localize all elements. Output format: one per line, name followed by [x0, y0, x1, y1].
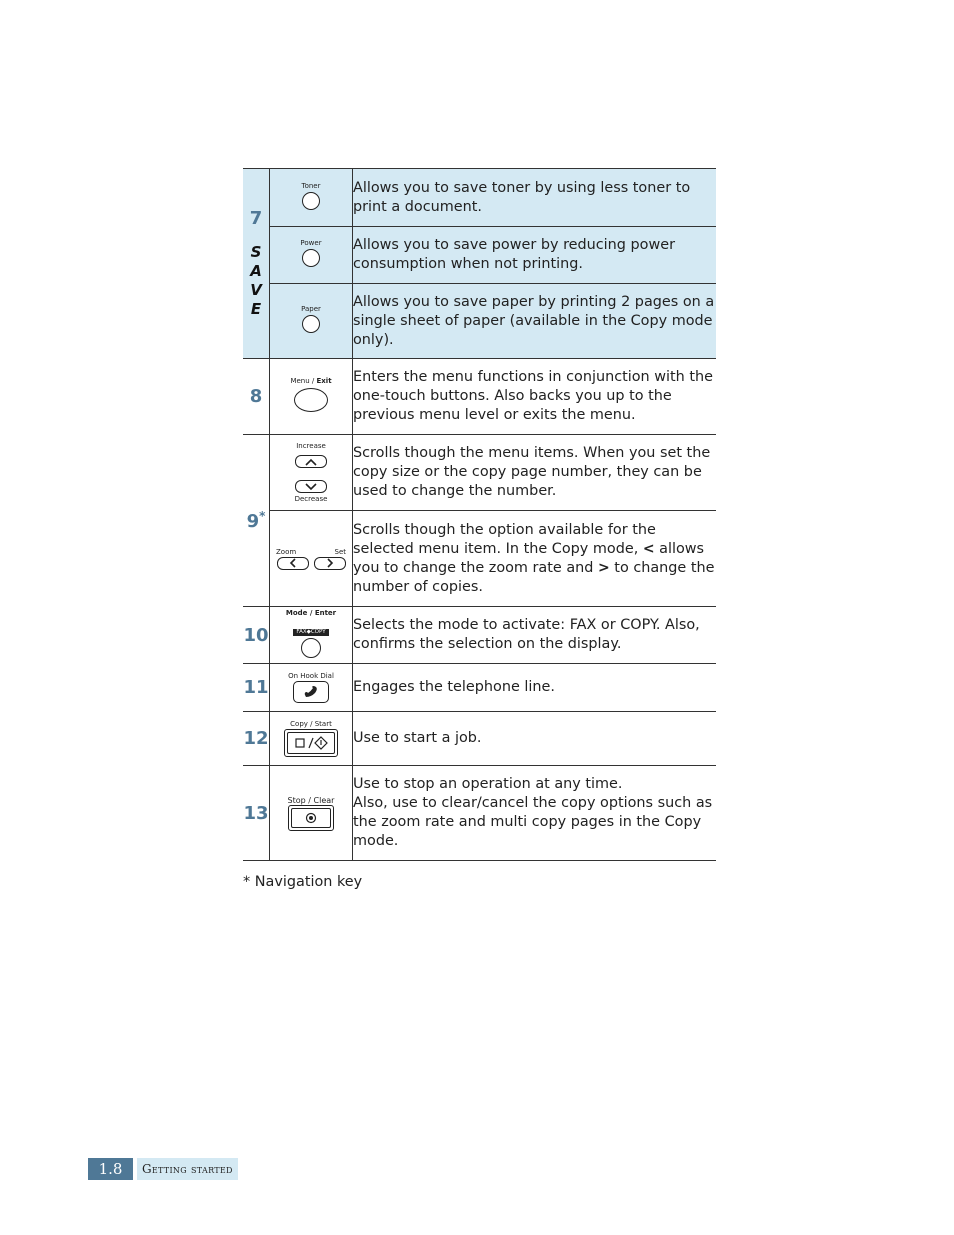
- table-row-stop-clear: [243, 766, 716, 861]
- key-number-11: 11: [243, 664, 270, 712]
- stop-clear-description: [353, 766, 717, 861]
- on-hook-dial-description: Engages the telephone line.: [353, 664, 717, 712]
- save-letter-a: A: [250, 262, 262, 280]
- table-row-toner: [243, 169, 716, 227]
- chapter-title: Getting started: [137, 1158, 238, 1180]
- toner-circle-button-icon: [302, 192, 320, 210]
- page-number: 1.8: [88, 1158, 133, 1180]
- menu-exit-oval-button-icon: [294, 388, 328, 412]
- zoom-button-label: Zoom: [276, 547, 297, 556]
- save-letter-v: V: [250, 281, 262, 299]
- mode-enter-circle-button-icon: [301, 638, 321, 658]
- mode-enter-description: Selects the mode to activate: FAX or COPY. Also, confirms the selection on the display.: [353, 607, 717, 664]
- stop-clear-button-label: Stop / Clear: [287, 795, 335, 805]
- increase-button-label: Increase: [296, 441, 326, 450]
- paper-circle-button-icon: [302, 315, 320, 333]
- table-row-on-hook-dial: [243, 664, 716, 712]
- zoom-set-button-illustration: [270, 511, 353, 607]
- copy-start-icon: [287, 732, 335, 754]
- navigation-key-footnote: * Navigation key: [243, 874, 363, 890]
- table-row-menu-exit: [243, 359, 716, 435]
- set-button-label: Set: [334, 547, 346, 556]
- save-letter-s: S: [250, 243, 262, 261]
- chevron-left-icon: [277, 557, 309, 570]
- mode-enter-button-label: Mode / Enter: [285, 608, 337, 617]
- table-row-mode-enter: [243, 607, 716, 664]
- power-button-label: Power: [300, 239, 322, 247]
- zoom-set-desc-part-2: allows you to change the zoom rate and: [353, 540, 705, 576]
- copy-start-button-illustration: [270, 712, 353, 766]
- key-number-9-cell: [243, 435, 270, 607]
- on-hook-dial-button-label: On Hook Dial: [288, 672, 334, 680]
- stop-clear-button-illustration: [270, 766, 353, 861]
- table-row-increase-decrease: [243, 435, 716, 511]
- copy-start-description: Use to start a job.: [353, 712, 717, 766]
- chevron-down-icon: [295, 480, 327, 493]
- menu-exit-description: Enters the menu functions in conjunction with the one-touch buttons. Also backs you up to the previous menu level or exits the menu.: [353, 359, 717, 435]
- increase-decrease-button-illustration: [270, 435, 353, 511]
- inline-chevron-right-icon: >: [597, 559, 610, 576]
- zoom-set-description: [353, 511, 717, 607]
- save-group-label: [250, 243, 262, 319]
- key-number-10: 10: [243, 607, 270, 664]
- stop-clear-button-icon: [288, 805, 334, 831]
- copy-start-button-icon: [284, 729, 338, 757]
- table-row-power: [243, 227, 716, 284]
- menu-exit-separator: /: [311, 377, 315, 385]
- zoom-set-desc-part-1: Scrolls though the option available for the selected menu item. In the Copy mode,: [353, 521, 656, 557]
- key-number-7: 7: [249, 208, 263, 229]
- table-row-zoom-set: [243, 511, 716, 607]
- toner-button-illustration: [270, 169, 353, 227]
- telephone-icon: [293, 681, 329, 703]
- power-button-illustration: [270, 227, 353, 284]
- menu-label: Menu: [290, 377, 310, 385]
- paper-description: Allows you to save paper by printing 2 pages on a single sheet of paper (available in the Copy mode only).: [353, 284, 717, 359]
- stop-clear-desc-line-2: Also, use to clear/cancel the copy options such as the zoom rate and multi copy pages in the Copy mode.: [353, 795, 713, 849]
- paper-button-label: Paper: [301, 305, 321, 313]
- zoom-set-desc-part-3: to change the number of copies.: [353, 559, 715, 595]
- table-row-copy-start: [243, 712, 716, 766]
- toner-button-label: Toner: [301, 181, 321, 190]
- control-panel-key-table: [243, 168, 716, 861]
- menu-exit-button-label: [270, 377, 352, 386]
- chevron-up-icon: [295, 455, 327, 468]
- mode-enter-button-illustration: [270, 607, 353, 664]
- power-description: Allows you to save power by reducing power consumption when not printing.: [353, 227, 717, 284]
- key-number-9: 9: [246, 511, 260, 532]
- exit-label: Exit: [316, 377, 332, 385]
- key-number-13: 13: [243, 766, 270, 861]
- power-circle-button-icon: [302, 249, 320, 267]
- menu-exit-button-illustration: [270, 359, 353, 435]
- navigation-key-asterisk: *: [259, 509, 266, 523]
- key-number-12: 12: [243, 712, 270, 766]
- key-number-7-cell: [243, 169, 270, 359]
- paper-button-illustration: [270, 284, 353, 359]
- copy-start-button-label: Copy / Start: [290, 720, 332, 728]
- chevron-right-icon: [314, 557, 346, 570]
- toner-description: Allows you to save toner by using less toner to print a document.: [353, 169, 717, 227]
- save-letter-e: E: [250, 300, 262, 318]
- table-row-paper: [243, 284, 716, 359]
- fax-copy-sub-label: FAX◆COPY: [293, 629, 328, 636]
- key-number-8: 8: [243, 359, 270, 435]
- on-hook-dial-button-illustration: [270, 664, 353, 712]
- stop-icon: [291, 808, 331, 828]
- stop-clear-desc-line-1: Use to stop an operation at any time.: [353, 776, 623, 792]
- decrease-button-label: Decrease: [294, 494, 328, 503]
- increase-decrease-description: Scrolls though the menu items. When you set the copy size or the copy page number, they can be used to change the number.: [353, 435, 717, 511]
- inline-chevron-left-icon: <: [642, 540, 655, 557]
- page-footer: [88, 1158, 238, 1180]
